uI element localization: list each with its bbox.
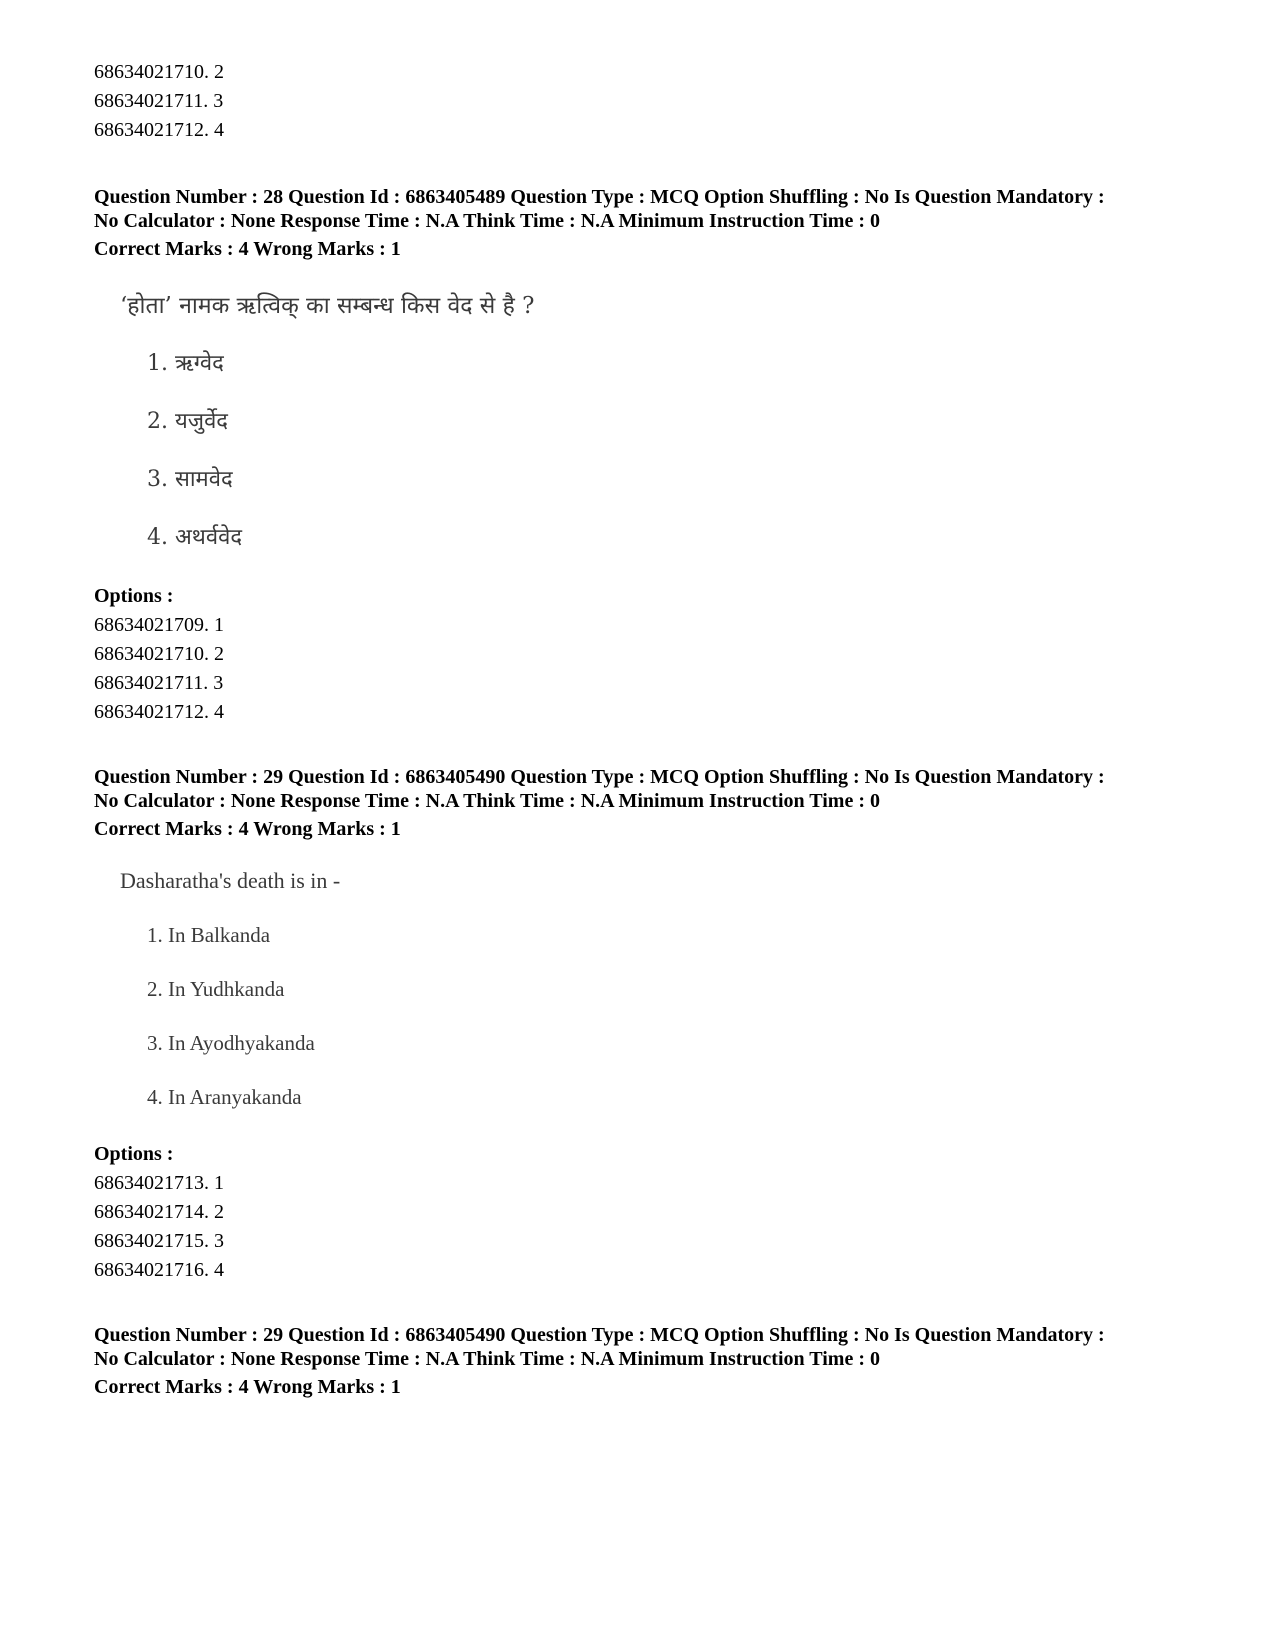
- option-code: 68634021713. 1: [94, 1172, 224, 1194]
- question-text: ‘होता’ नामक ऋत्विक् का सम्बन्ध किस वेद से है ?: [120, 293, 535, 319]
- question-marks: Correct Marks : 4 Wrong Marks : 1: [94, 238, 401, 260]
- choice: 2. यजुर्वेद: [147, 409, 228, 434]
- option-code: 68634021710. 2: [94, 643, 224, 665]
- options-label: Options :: [94, 585, 174, 607]
- question-header: No Calculator : None Response Time : N.A Think Time : N.A Minimum Instruction Time : 0: [94, 1348, 880, 1370]
- option-code: 68634021711. 3: [94, 90, 224, 112]
- option-code: 68634021711. 3: [94, 672, 224, 694]
- choice: 1. In Balkanda: [147, 923, 271, 947]
- option-code: 68634021712. 4: [94, 701, 224, 723]
- choice: 1. ऋग्वेद: [147, 351, 224, 376]
- choice: 3. In Ayodhyakanda: [147, 1031, 315, 1055]
- option-code: 68634021712. 4: [94, 119, 224, 141]
- choice: 4. अथर्ववेद: [147, 525, 242, 550]
- option-code: 68634021709. 1: [94, 614, 224, 636]
- option-code: 68634021710. 2: [94, 61, 224, 83]
- question-header: No Calculator : None Response Time : N.A Think Time : N.A Minimum Instruction Time : 0: [94, 790, 880, 812]
- question-header: Question Number : 29 Question Id : 6863405490 Question Type : MCQ Option Shuffling : No Is Question Mandatory :: [94, 1324, 1105, 1346]
- option-code: 68634021714. 2: [94, 1201, 224, 1223]
- choice: 2. In Yudhkanda: [147, 977, 285, 1001]
- option-code: 68634021716. 4: [94, 1259, 224, 1281]
- options-label: Options :: [94, 1143, 174, 1165]
- question-header: Question Number : 29 Question Id : 6863405490 Question Type : MCQ Option Shuffling : No Is Question Mandatory :: [94, 766, 1105, 788]
- choice: 4. In Aranyakanda: [147, 1085, 302, 1109]
- choice: 3. सामवेद: [147, 467, 233, 492]
- question-marks: Correct Marks : 4 Wrong Marks : 1: [94, 818, 401, 840]
- question-header: No Calculator : None Response Time : N.A Think Time : N.A Minimum Instruction Time : 0: [94, 210, 880, 232]
- question-marks: Correct Marks : 4 Wrong Marks : 1: [94, 1376, 401, 1398]
- question-header: Question Number : 28 Question Id : 6863405489 Question Type : MCQ Option Shuffling : No Is Question Mandatory :: [94, 186, 1105, 208]
- option-code: 68634021715. 3: [94, 1230, 224, 1252]
- question-text: Dasharatha's death is in -: [120, 868, 341, 893]
